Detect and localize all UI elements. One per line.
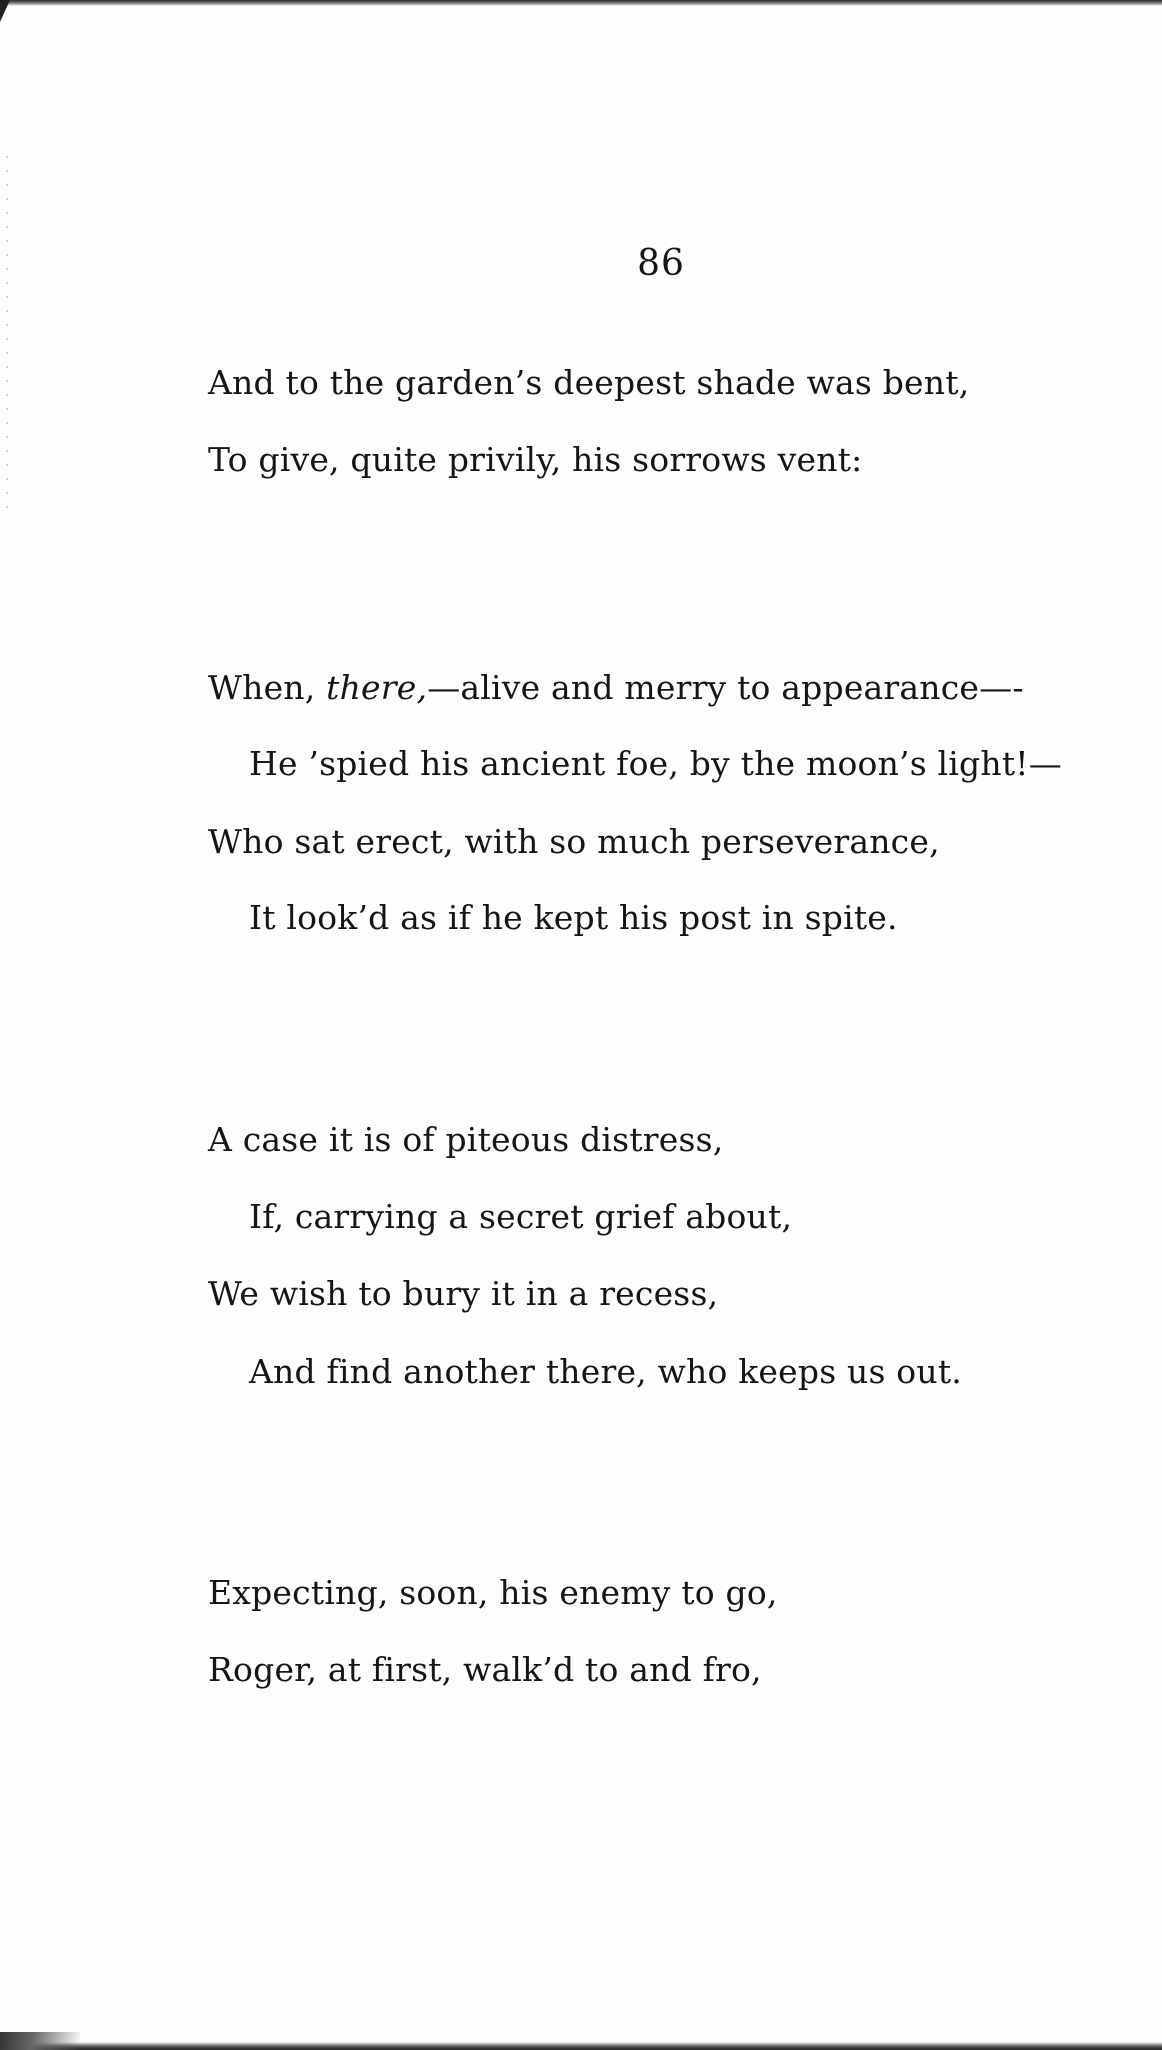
stanza-4-line-2: Roger, at first, walk’d to and fro, bbox=[208, 1650, 762, 1689]
scan-corner-top-left bbox=[0, 0, 10, 22]
scan-edge-bottom bbox=[0, 2042, 1162, 2050]
stanza-2-line-1 bbox=[208, 668, 1024, 708]
stanza-2-line-1-italic: there, bbox=[326, 668, 428, 707]
stanza-2-line-1-pre: When, bbox=[208, 668, 327, 707]
stanza-2-line-4: It look’d as if he kept his post in spite. bbox=[249, 898, 898, 937]
stanza-2-line-1-post: —alive and merry to appearance—- bbox=[427, 668, 1024, 707]
scan-corner-bottom-left bbox=[0, 2032, 80, 2050]
stanza-3-line-4: And find another there, who keeps us out. bbox=[249, 1352, 962, 1391]
stanza-2-line-3: Who sat erect, with so much perseverance, bbox=[208, 822, 940, 861]
scan-edge-top bbox=[0, 0, 1162, 6]
scan-edge-left bbox=[4, 150, 10, 510]
stanza-3-line-1: A case it is of piteous distress, bbox=[208, 1120, 724, 1159]
stanza-3-line-3: We wish to bury it in a recess, bbox=[208, 1274, 719, 1313]
stanza-4-line-1: Expecting, soon, his enemy to go, bbox=[208, 1573, 778, 1612]
stanza-2-line-2: He ’spied his ancient foe, by the moon’s light!— bbox=[249, 744, 1062, 783]
stanza-1-line-1: And to the garden’s deepest shade was bent, bbox=[208, 363, 970, 402]
stanza-3-line-2: If, carrying a secret grief about, bbox=[249, 1197, 793, 1236]
stanza-1-line-2: To give, quite privily, his sorrows vent: bbox=[208, 440, 863, 479]
page-number: 86 bbox=[637, 243, 685, 284]
